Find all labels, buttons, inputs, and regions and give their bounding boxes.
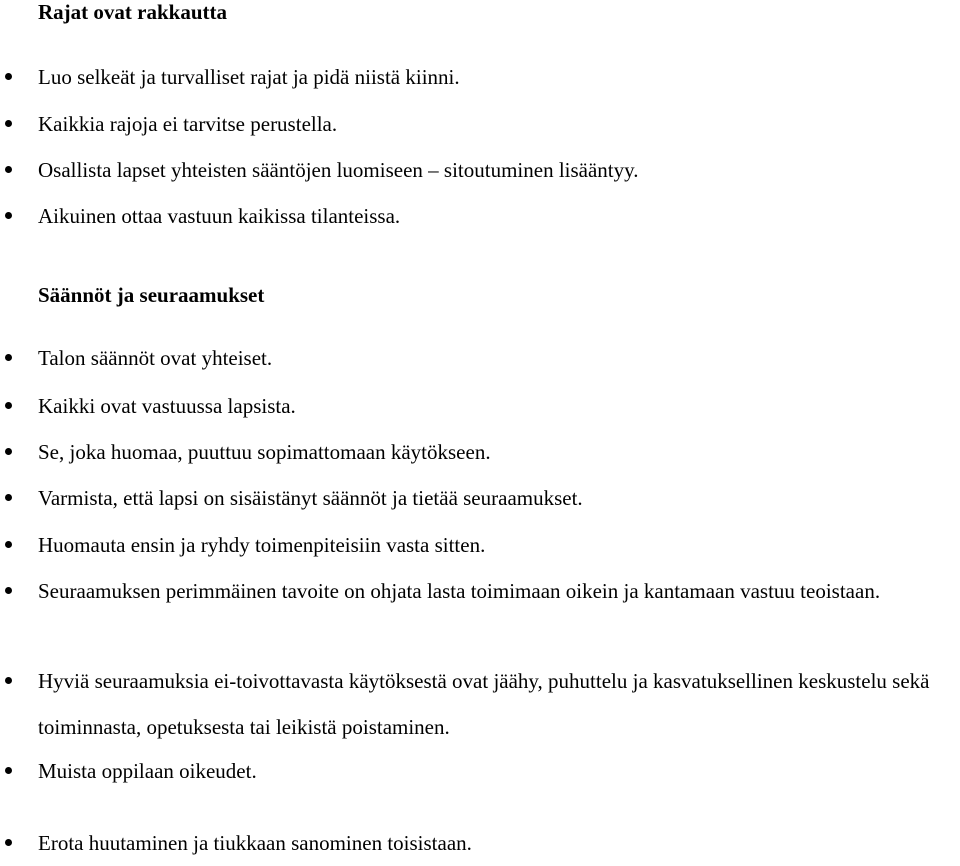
list-item: Osallista lapset yhteisten sääntöjen luomiseen – sitoutuminen lisääntyy. bbox=[38, 158, 639, 182]
list-item: Huomauta ensin ja ryhdy toimenpiteisiin vasta sitten. bbox=[38, 533, 486, 557]
bullet-icon bbox=[5, 166, 12, 173]
bullet-icon bbox=[5, 354, 12, 361]
bullet-icon bbox=[5, 677, 12, 684]
bullet-icon bbox=[5, 767, 12, 774]
list-item: Kaikkia rajoja ei tarvitse perustella. bbox=[38, 112, 338, 136]
bullet-icon bbox=[5, 448, 12, 455]
list-item: Talon säännöt ovat yhteiset. bbox=[38, 346, 273, 370]
bullet-icon bbox=[5, 494, 12, 501]
list-item: Kaikki ovat vastuussa lapsista. bbox=[38, 394, 296, 418]
list-item: Muista oppilaan oikeudet. bbox=[38, 759, 257, 783]
list-item: Luo selkeät ja turvalliset rajat ja pidä niistä kiinni. bbox=[38, 65, 460, 89]
list-item: Seuraamuksen perimmäinen tavoite on ohjata lasta toimimaan oikein ja kantamaan vastuu teoistaan. bbox=[38, 579, 881, 603]
section-heading-rajat: Rajat ovat rakkautta bbox=[38, 0, 227, 24]
bullet-icon bbox=[5, 402, 12, 409]
bullet-icon bbox=[5, 587, 12, 594]
bullet-icon bbox=[5, 212, 12, 219]
section-heading-saannot: Säännöt ja seuraamukset bbox=[38, 283, 265, 307]
bullet-icon bbox=[5, 541, 12, 548]
list-item: Aikuinen ottaa vastuun kaikissa tilanteissa. bbox=[38, 204, 401, 228]
list-item: Se, joka huomaa, puuttuu sopimattomaan käytökseen. bbox=[38, 440, 491, 464]
list-item: Erota huutaminen ja tiukkaan sanominen toisistaan. bbox=[38, 831, 472, 855]
bullet-icon bbox=[5, 120, 12, 127]
list-item: Hyviä seuraamuksia ei-toivottavasta käytöksestä ovat jäähy, puhuttelu ja kasvatuksellinen keskustelu sekä toiminnasta, opetuksesta tai leikistä poistaminen. bbox=[38, 669, 930, 739]
list-item: Varmista, että lapsi on sisäistänyt säännöt ja tietää seuraamukset. bbox=[38, 486, 583, 510]
bullet-icon bbox=[5, 73, 12, 80]
bullet-icon bbox=[5, 839, 12, 846]
